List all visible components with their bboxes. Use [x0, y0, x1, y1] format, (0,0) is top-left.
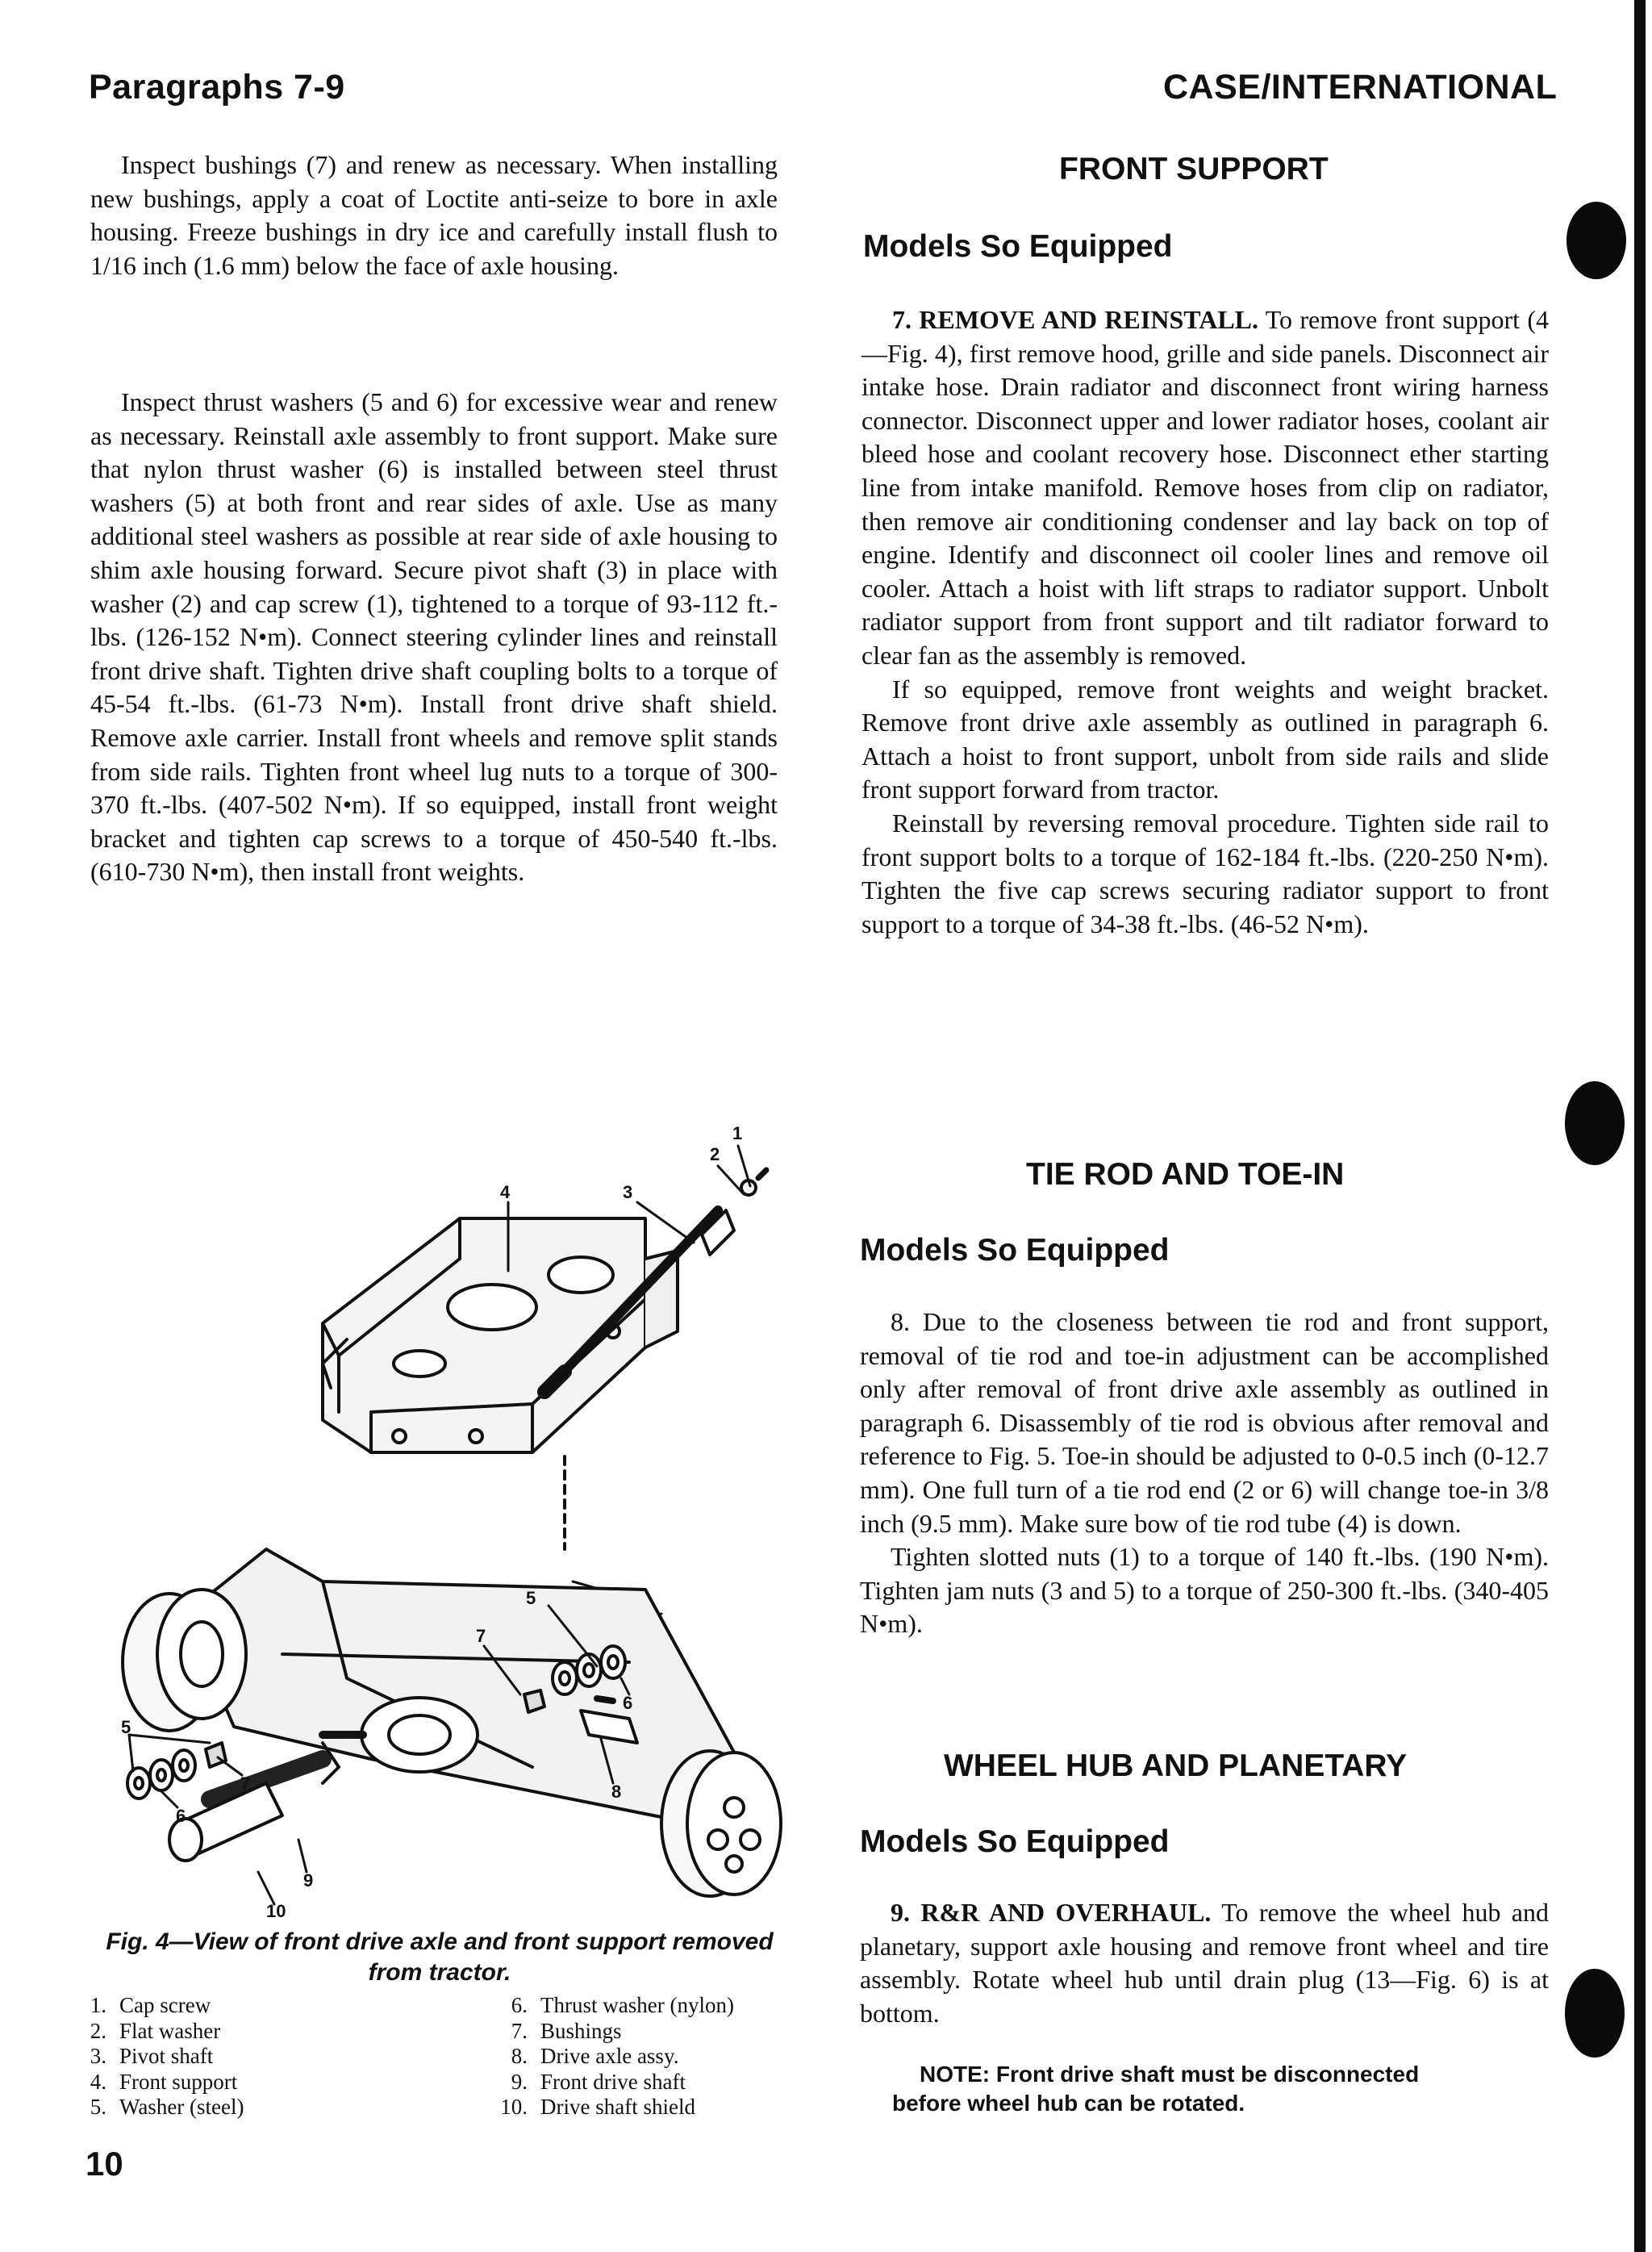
running-head-left: Paragraphs 7-9	[89, 68, 345, 107]
subtitle-front-support: Models So Equipped	[863, 229, 1173, 264]
binder-hole-top	[1566, 202, 1626, 279]
wheel-hub-text	[860, 1896, 1549, 2030]
front-support-paragraph-2: If so equipped, remove front weights and weight bracket. Remove front drive axle assembly as outlined in paragraph 6. Attach a hoist to front support, unbolt from side rails and slide front support forward from tractor.	[861, 674, 1549, 804]
callout-6-rear: 6	[623, 1693, 633, 1713]
legend-item: 2. Flat washer	[90, 2018, 221, 2043]
legend-item: 1. Cap screw	[90, 1993, 211, 2017]
binder-hole-bottom	[1565, 1969, 1625, 2058]
callout-6-front: 6	[176, 1806, 186, 1826]
legend-item: 4. Front support	[90, 2069, 238, 2094]
running-head-right: CASE/INTERNATIONAL	[1163, 68, 1558, 107]
callout-2: 2	[710, 1144, 720, 1164]
wheel-hub-note: NOTE: Front drive shaft must be disconnected before wheel hub can be rotated.	[892, 2062, 1420, 2116]
callout-4: 4	[500, 1182, 511, 1202]
wheel-hub-paragraph-1: 9. R&R AND OVERHAUL. To remove the wheel hub and planetary, support axle housing and remove front wheel and tire assembly. Rotate wheel hub until drain plug (13—Fig. 6) is at bottom.	[860, 1898, 1550, 2028]
callout-5-front: 5	[121, 1717, 131, 1737]
legend-item: 8. Drive axle assy.	[511, 2044, 679, 2068]
section-title-tie-rod: TIE ROD AND TOE-IN	[1026, 1157, 1345, 1192]
tie-rod-paragraph-2: Tighten slotted nuts (1) to a torque of 140 ft.-lbs. (190 N•m). Tighten jam nuts (3 and 5) to a torque of 250-300 ft.-lbs. (340-405 N•m).	[860, 1542, 1549, 1639]
callout-7-rear: 7	[476, 1626, 486, 1646]
callout-3: 3	[623, 1182, 633, 1202]
front-support-text	[861, 303, 1549, 941]
callout-7-front: 7	[240, 1774, 251, 1794]
front-axle-exploded-diagram	[81, 1097, 807, 1920]
thrust-washers-paragraph: Inspect thrust washers (5 and 6) for excessive wear and renew as necessary. Reinstall axle assembly to front support. Make sure that nylon thrust washer (6) is installed between steel thrust washers (5) at both front and rear sides of axle. Use as many additional steel washers as possible at rear side of axle housing to shim axle housing forward. Secure pivot shaft (3) in place with washer (2) and cap screw (1), tightened to a torque of 93-112 ft.-lbs. (126-152 N•m). Connect steering cylinder lines and reinstall front drive shaft. Tighten drive shaft coupling bolts to a torque of 45-54 ft.-lbs. (61-73 N•m). Install front drive shaft shield. Remove axle carrier. Install front wheels and remove split stands from side rails. Tighten front wheel lug nuts to a torque of 300-370 ft.-lbs. (407-502 N•m). If so equipped, install front weight bracket and tighten cap screws to a torque of 450-540 ft.-lbs. (610-730 N•m), then install front weights.	[90, 387, 778, 887]
section-title-front-support: FRONT SUPPORT	[1059, 152, 1329, 186]
section-title-wheel-hub: WHEEL HUB AND PLANETARY	[944, 1749, 1408, 1783]
left-column-main	[90, 386, 778, 889]
front-support-paragraph-3: Reinstall by reversing removal procedure. Tighten side rail to front support bolts to a torque of 162-184 ft.-lbs. (220-250 N•m). Tighten the five cap screws securing radiator support to front support to a torque of 34-38 ft.-lbs. (46-52 N•m).	[861, 808, 1549, 938]
binder-hole-middle	[1565, 1081, 1625, 1165]
page-number: 10	[86, 2145, 123, 2183]
legend-item: 3. Pivot shaft	[90, 2044, 214, 2068]
callout-1: 1	[732, 1123, 743, 1143]
legend-item: 10. Drive shaft shield	[500, 2095, 695, 2119]
left-column-top	[90, 148, 778, 282]
figure-legend-left	[73, 1993, 244, 2120]
page-edge-bar	[1634, 0, 1646, 2252]
callout-9: 9	[303, 1870, 314, 1891]
legend-item: 9. Front drive shaft	[511, 2069, 686, 2094]
legend-item: 7. Bushings	[511, 2018, 622, 2043]
figure-legend-right	[494, 1993, 734, 2120]
tie-rod-paragraph-1: 8. Due to the closeness between tie rod and front support, removal of tie rod and toe-in adjustment can be accomplished only after removal of front drive axle assembly as outlined in paragraph 6. Disassembly of tie rod is obvious after removal and reference to Fig. 5. Toe-in should be adjusted to 0-0.5 inch (0-12.7 mm). One full turn of a tie rod end (2 or 6) will change toe-in 3/8 inch (9.5 mm). Make sure bow of tie rod tube (4) is down.	[860, 1307, 1549, 1538]
subtitle-tie-rod: Models So Equipped	[860, 1233, 1170, 1268]
figure-caption: Fig. 4—View of front drive axle and front support removed from tractor.	[106, 1928, 774, 1986]
bushings-paragraph: Inspect bushings (7) and renew as necessary. When installing new bushings, apply a coat of Loctite anti-seize to bore in axle housing. Freeze bushings in dry ice and carefully install flush to 1/16 inch (1.6 mm) below the face of axle housing.	[90, 150, 778, 280]
callout-8: 8	[611, 1782, 622, 1802]
callout-10: 10	[266, 1901, 286, 1920]
callout-5-rear: 5	[526, 1588, 536, 1608]
subtitle-wheel-hub: Models So Equipped	[860, 1824, 1170, 1859]
tie-rod-text	[860, 1306, 1549, 1641]
front-support-paragraph-1: 7. REMOVE AND REINSTALL. To remove front support (4—Fig. 4), first remove hood, grille and side panels. Disconnect air intake hose. Drain radiator and disconnect front wiring harness connector. Disconnect upper and lower radiator hoses, coolant air bleed hose and coolant recovery hose. Disconnect ether starting line from intake manifold. Remove hoses from clip on radiator, then remove air conditioning condenser and lay back on top of engine. Identify and disconnect oil cooler lines and remove oil cooler. Attach a hoist with lift straps to radiator support. Unbolt radiator support from front support and tilt radiator forward to clear fan as the assembly is removed.	[861, 305, 1550, 670]
legend-item: 5. Washer (steel)	[90, 2095, 244, 2119]
legend-item: 6. Thrust washer (nylon)	[511, 1993, 734, 2017]
